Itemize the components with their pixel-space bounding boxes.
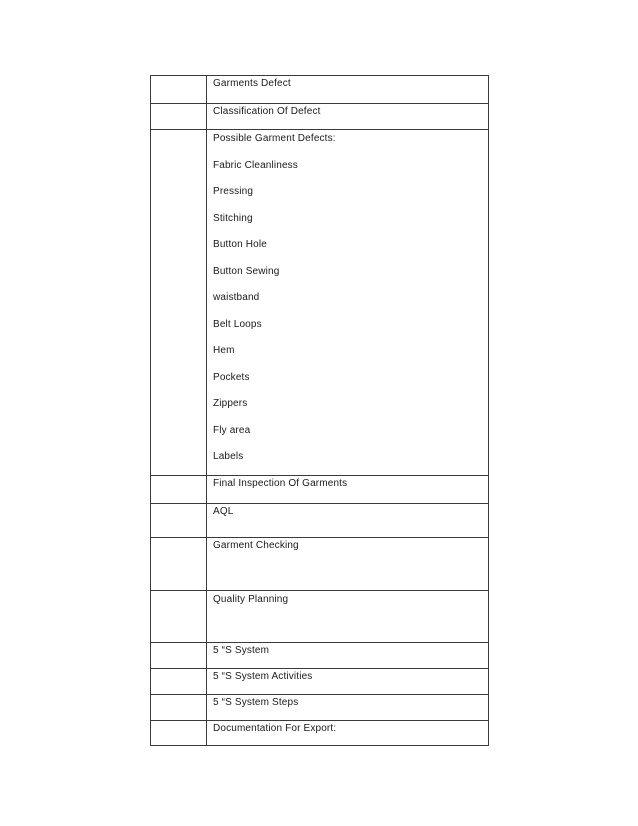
defect-item: Pockets — [213, 371, 250, 383]
defect-item: Labels — [213, 451, 244, 462]
row-number-cell — [151, 642, 207, 668]
row-number-cell — [151, 590, 207, 642]
row-number-cell — [151, 76, 207, 104]
row-title: Garment Checking — [213, 539, 299, 551]
row-title-cell — [207, 590, 489, 642]
defect-item: waistband — [213, 292, 260, 303]
contents-table — [150, 75, 489, 746]
row-title: 5 “S System Activities — [213, 670, 313, 682]
table-row — [151, 694, 489, 720]
row-number-cell — [151, 537, 207, 590]
row-number-cell — [151, 130, 207, 476]
row-title-cell — [207, 130, 489, 476]
row-number-cell — [151, 104, 207, 130]
table-row — [151, 76, 489, 104]
defect-item: Button Hole — [213, 239, 267, 250]
row-number-cell — [151, 503, 207, 537]
table-row — [151, 130, 489, 476]
row-title: Possible Garment Defects: — [213, 133, 336, 144]
row-title: Classification Of Defect — [213, 106, 321, 117]
row-number-cell — [151, 668, 207, 694]
row-title: Garments Defect — [213, 78, 291, 89]
row-title-cell — [207, 537, 489, 590]
defect-item: Fabric Cleanliness — [213, 159, 298, 171]
row-title: AQL — [213, 505, 234, 517]
defect-item: Hem — [213, 345, 235, 356]
table-row — [151, 537, 489, 590]
row-title-cell — [207, 642, 489, 668]
row-title-cell — [207, 104, 489, 130]
table-row — [151, 104, 489, 130]
row-title-cell — [207, 76, 489, 104]
defect-item: Fly area — [213, 424, 251, 436]
row-number-cell — [151, 475, 207, 503]
table-row — [151, 668, 489, 694]
row-title: Documentation For Export: — [213, 722, 337, 734]
table-row — [151, 642, 489, 668]
row-title-cell — [207, 503, 489, 537]
row-title: Quality Planning — [213, 593, 289, 605]
defect-item: Button Sewing — [213, 265, 280, 277]
defect-item: Belt Loops — [213, 318, 262, 330]
row-title: 5 “S System — [213, 644, 270, 656]
defect-item: Zippers — [213, 398, 248, 409]
row-title-cell — [207, 694, 489, 720]
table-row — [151, 475, 489, 503]
table-row — [151, 590, 489, 642]
defect-item: Pressing — [213, 186, 254, 197]
table-row — [151, 503, 489, 537]
table-row — [151, 720, 489, 745]
row-number-cell — [151, 720, 207, 745]
row-number-cell — [151, 694, 207, 720]
row-title-cell — [207, 475, 489, 503]
row-title-cell — [207, 668, 489, 694]
row-title: Final Inspection Of Garments — [213, 477, 348, 489]
row-title-cell — [207, 720, 489, 745]
row-title: 5 “S System Steps — [213, 696, 299, 708]
defect-item: Stitching — [213, 212, 253, 224]
